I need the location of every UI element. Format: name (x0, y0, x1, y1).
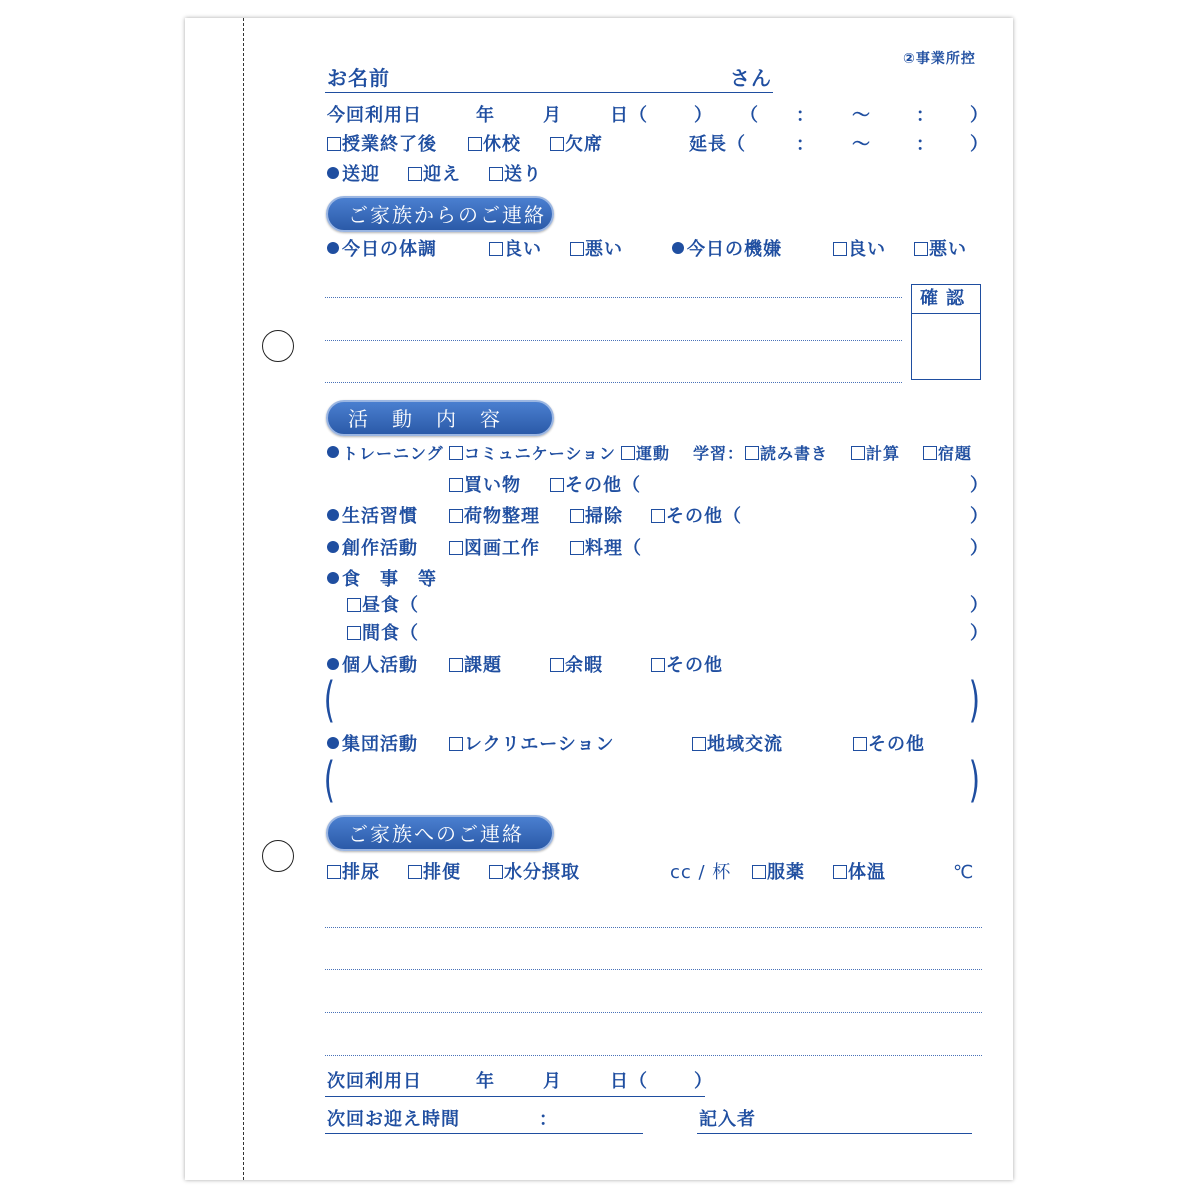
dropoff-option[interactable]: 送り (489, 166, 542, 184)
homework-option[interactable]: 宿題 (923, 446, 972, 462)
paren: ） (970, 134, 989, 155)
checkbox[interactable] (550, 658, 564, 672)
checkbox[interactable] (651, 658, 665, 672)
paren: ） (694, 105, 713, 126)
temp-option[interactable]: 体温 (833, 864, 886, 882)
confirm-label: 確認 (912, 285, 980, 314)
month-label: 月 (543, 1071, 562, 1092)
checkbox[interactable] (651, 509, 665, 523)
checkbox[interactable] (745, 446, 759, 460)
checkbox[interactable] (833, 865, 847, 879)
paren: ） (970, 475, 989, 496)
mood-good-option[interactable]: 良い (833, 241, 886, 259)
checkbox[interactable] (449, 737, 463, 751)
water-option[interactable]: 水分摂取 (489, 864, 580, 882)
luggage-option[interactable]: 荷物整理 (449, 508, 540, 526)
paren: ） (970, 105, 989, 126)
defecation-option[interactable]: 排便 (408, 864, 461, 882)
san-label: さん (730, 66, 772, 90)
checkbox[interactable] (621, 446, 635, 460)
assignment-option[interactable]: 課題 (449, 657, 502, 675)
recreation-option[interactable]: レクリエーション (449, 736, 615, 754)
checkbox[interactable] (489, 242, 503, 256)
bullet-icon (327, 509, 339, 521)
activity-heading: 活 動 内 容 (326, 400, 554, 436)
checkbox[interactable] (853, 737, 867, 751)
community-option[interactable]: 地域交流 (692, 736, 783, 754)
checkbox[interactable] (550, 137, 564, 151)
checkbox[interactable] (347, 598, 361, 612)
paren: （ (740, 105, 759, 126)
medicine-option[interactable]: 服薬 (752, 864, 805, 882)
personal-other-option[interactable]: その他 (651, 657, 723, 675)
colon: ： (539, 1109, 558, 1130)
transport-label: 送迎 (327, 166, 380, 184)
checkbox[interactable] (833, 242, 847, 256)
form-sheet (185, 18, 1013, 1180)
writer-label: 記入者 (699, 1109, 756, 1130)
reading-option[interactable]: 読み書き (745, 446, 828, 462)
perforation-line (243, 18, 244, 1180)
bullet-icon (327, 242, 339, 254)
checkbox[interactable] (692, 737, 706, 751)
urination-option[interactable]: 排尿 (327, 864, 380, 882)
checkbox[interactable] (449, 478, 463, 492)
extension-label: 延長（ (689, 134, 746, 155)
memo-line[interactable] (325, 1012, 982, 1013)
checkbox[interactable] (327, 865, 341, 879)
checkbox[interactable] (489, 167, 503, 181)
condition-label: 今日の体調 (327, 241, 437, 259)
checkbox[interactable] (449, 541, 463, 555)
bullet-icon (672, 242, 684, 254)
memo-line[interactable] (325, 297, 902, 298)
open-bracket: ( (323, 752, 335, 808)
bullet-icon (327, 446, 339, 458)
family-contact-heading: ご家族からのご連絡 (326, 196, 554, 232)
condition-bad-option[interactable]: 悪い (570, 241, 623, 259)
close-bracket: ) (968, 752, 980, 808)
bullet-icon (327, 167, 339, 179)
checkbox[interactable] (550, 478, 564, 492)
binder-hole (262, 330, 294, 362)
calc-option[interactable]: 計算 (851, 446, 900, 462)
checkbox[interactable] (327, 137, 341, 151)
memo-line[interactable] (325, 382, 902, 383)
colon: ： (796, 105, 815, 126)
checkbox[interactable] (408, 865, 422, 879)
checkbox[interactable] (489, 865, 503, 879)
pickup-option[interactable]: 迎え (408, 166, 461, 184)
colon: ： (796, 134, 815, 155)
cooking-option[interactable]: 料理（ (570, 540, 642, 558)
bullet-icon (327, 737, 339, 749)
confirm-stamp-box[interactable] (911, 284, 981, 380)
checkbox[interactable] (914, 242, 928, 256)
colon: ： (916, 105, 935, 126)
cc-unit: cc / 杯 (670, 862, 732, 883)
checkbox[interactable] (851, 446, 865, 460)
checkbox[interactable] (570, 541, 584, 555)
close-bracket: ) (968, 672, 980, 728)
checkbox[interactable] (347, 626, 361, 640)
name-underline[interactable] (325, 92, 773, 93)
school-closed-option[interactable]: 休校 (468, 136, 521, 154)
open-bracket: ( (323, 672, 335, 728)
checkbox[interactable] (468, 137, 482, 151)
colon: ： (916, 134, 935, 155)
study-label: 学習： (693, 444, 745, 463)
training-label: トレーニング (327, 446, 444, 462)
shopping-option[interactable]: 買い物 (449, 477, 521, 495)
memo-line[interactable] (325, 340, 902, 341)
binder-hole (262, 840, 294, 872)
training-other-option[interactable]: その他（ (550, 477, 641, 495)
next-date-label: 次回利用日 (327, 1071, 422, 1092)
memo-line[interactable] (325, 1055, 982, 1056)
checkbox[interactable] (408, 167, 422, 181)
checkbox[interactable] (923, 446, 937, 460)
paren: ） (970, 506, 989, 527)
to-family-heading: ご家族へのご連絡 (326, 815, 554, 851)
creative-label: 創作活動 (327, 540, 418, 558)
checkbox[interactable] (449, 509, 463, 523)
name-label: お名前 (327, 66, 390, 90)
bullet-icon (327, 541, 339, 553)
checkbox[interactable] (570, 242, 584, 256)
checkbox[interactable] (752, 865, 766, 879)
year-label: 年 (476, 1071, 495, 1092)
life-label: 生活習慣 (327, 508, 418, 526)
visit-date-label: 今回利用日 (327, 105, 422, 126)
celsius-unit: ℃ (953, 862, 975, 883)
paren: ） (970, 538, 989, 559)
paren: ） (970, 595, 989, 616)
mood-label: 今日の機嫌 (672, 241, 782, 259)
group-other-option[interactable]: その他 (853, 736, 925, 754)
pickup-time-label: 次回お迎え時間 (327, 1109, 460, 1130)
memo-line[interactable] (325, 969, 982, 970)
mood-bad-option[interactable]: 悪い (914, 241, 967, 259)
tilde: ～ (852, 134, 871, 155)
month-label: 月 (543, 105, 562, 126)
meal-label: 食 事 等 (327, 571, 437, 589)
absent-option[interactable]: 欠席 (550, 136, 603, 154)
checkbox[interactable] (449, 658, 463, 672)
communication-option[interactable]: コミュニケーション (449, 446, 616, 462)
checkbox[interactable] (570, 509, 584, 523)
paren: ） (694, 1071, 713, 1092)
tilde: ～ (852, 105, 871, 126)
checkbox[interactable] (449, 446, 463, 460)
craft-option[interactable]: 図画工作 (449, 540, 540, 558)
snack-option[interactable]: 間食（ (347, 625, 419, 643)
free-option[interactable]: 余暇 (550, 657, 603, 675)
exercise-option[interactable]: 運動 (621, 446, 670, 462)
after-class-option[interactable]: 授業終了後 (327, 136, 437, 154)
writer-underline[interactable] (697, 1133, 972, 1134)
cleaning-option[interactable]: 掃除 (570, 508, 623, 526)
bullet-icon (327, 572, 339, 584)
life-other-option[interactable]: その他（ (651, 508, 742, 526)
lunch-option[interactable]: 昼食（ (347, 597, 419, 615)
day-label: 日（ (610, 105, 648, 126)
pickup-time-underline[interactable] (325, 1133, 643, 1134)
group-label: 集団活動 (327, 736, 418, 754)
copy-label: ②事業所控 (903, 51, 976, 67)
condition-good-option[interactable]: 良い (489, 241, 542, 259)
next-date-underline[interactable] (325, 1096, 705, 1097)
paren: ） (970, 623, 989, 644)
personal-label: 個人活動 (327, 657, 418, 675)
bullet-icon (327, 658, 339, 670)
day-label: 日（ (610, 1071, 648, 1092)
year-label: 年 (476, 105, 495, 126)
memo-line[interactable] (325, 927, 982, 928)
